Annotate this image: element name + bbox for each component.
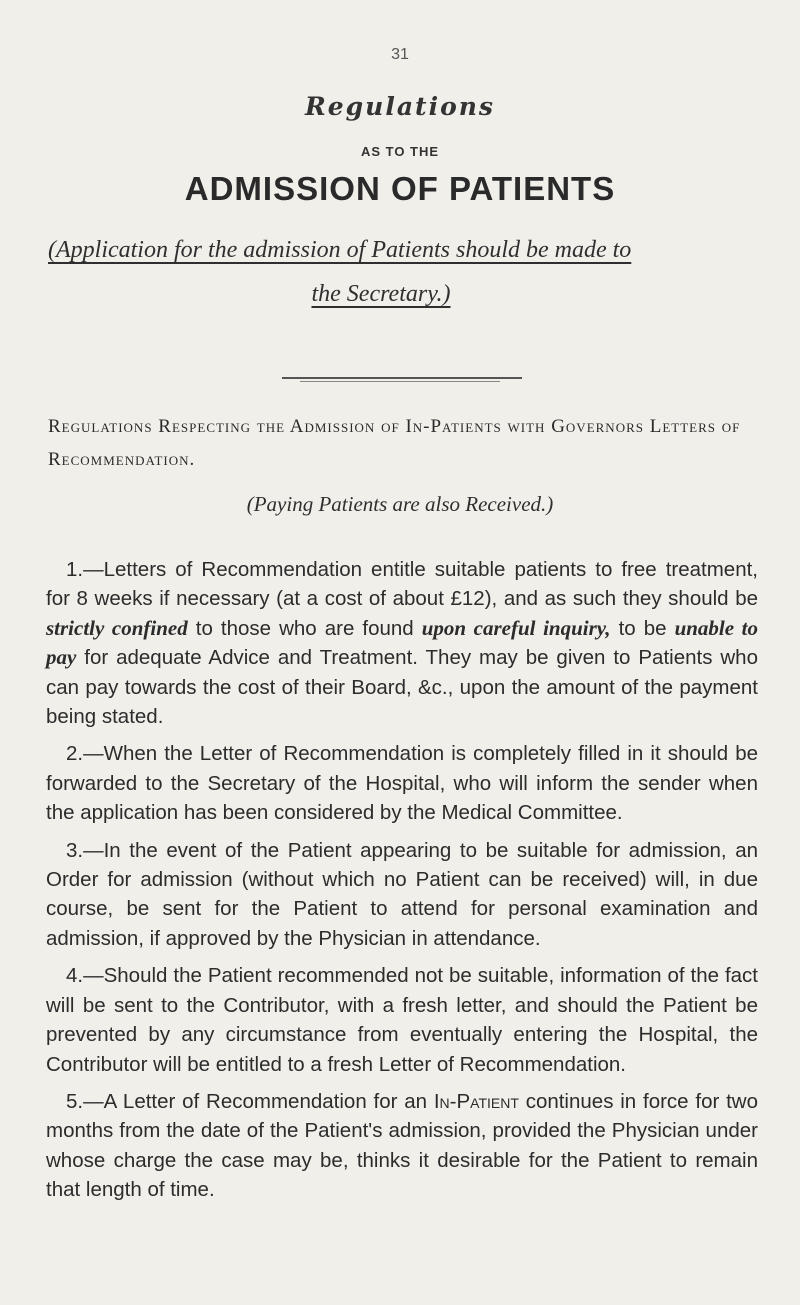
as-to-label: AS TO THE xyxy=(360,144,440,159)
paragraph-text: 5.—A Letter of Recommendation for an xyxy=(66,1089,434,1113)
application-note-line-2: the Secretary.) xyxy=(311,281,451,307)
paragraph-text: 1.—Letters of Recommendation entitle suitable patients to free treatment, for 8 weeks if necessary (at a cost of about £12), and as such they should be xyxy=(46,558,758,611)
application-note-line-1: (Application for the admission of Patients should be made to xyxy=(48,237,632,263)
regulations-body xyxy=(46,555,758,1213)
blackletter-title: Regulations xyxy=(304,92,495,121)
emphasis-text: upon careful inquiry, xyxy=(421,615,611,640)
application-note xyxy=(48,228,758,316)
paragraph-text: for adequate Advice and Treatment. They may be given to Patients who can pay towards the cost of their Board, &c., upon the amount of the payment being stated. xyxy=(46,646,758,729)
divider-rule-secondary xyxy=(300,381,500,382)
main-title: ADMISSION OF PATIENTS xyxy=(184,170,616,207)
regulation-paragraph-5 xyxy=(46,1087,758,1205)
section-subheading: (Paying Patients are also Received.) xyxy=(246,492,554,516)
divider-rule xyxy=(282,377,522,379)
emphasis-text: unable to pay xyxy=(46,615,758,670)
small-caps-text: In-Patient xyxy=(433,1089,519,1113)
page-number: 31 xyxy=(391,46,409,63)
emphasis-text: strictly confined xyxy=(46,615,188,640)
section-heading: Regulations Respecting the Admission of In-Patients with Governors Letters of Recommendation. xyxy=(48,416,741,470)
regulation-paragraph-4: 4.—Should the Patient recommended not be suitable, information of the fact will be sent to the Contributor, with a fresh letter, and should the Patient be prevented by any circumstance from eventually entering the Hospital, the Contributor will be entitled to a fresh Letter of Recommendation. xyxy=(46,964,758,1076)
paragraph-text: continues in force for two months from the date of the Patient's admission, provided the Physician under whose charge the case may be, thinks it desirable for the Patient to remain that length of time. xyxy=(46,1089,758,1202)
paragraph-text: to those who are found xyxy=(187,616,422,640)
regulation-paragraph-1 xyxy=(46,555,758,731)
regulation-paragraph-2: 2.—When the Letter of Recommendation is completely filled in it should be forwarded to the Secretary of the Hospital, who will inform the sender when the application has been considered by the Medical Committee. xyxy=(46,742,758,825)
regulation-paragraph-3: 3.—In the event of the Patient appearing to be suitable for admission, an Order for admission (without which no Patient can be received) will, in due course, be sent for the Patient to attend for personal examination and admission, if approved by the Physician in attendance. xyxy=(46,838,758,950)
paragraph-text: to be xyxy=(610,616,675,640)
